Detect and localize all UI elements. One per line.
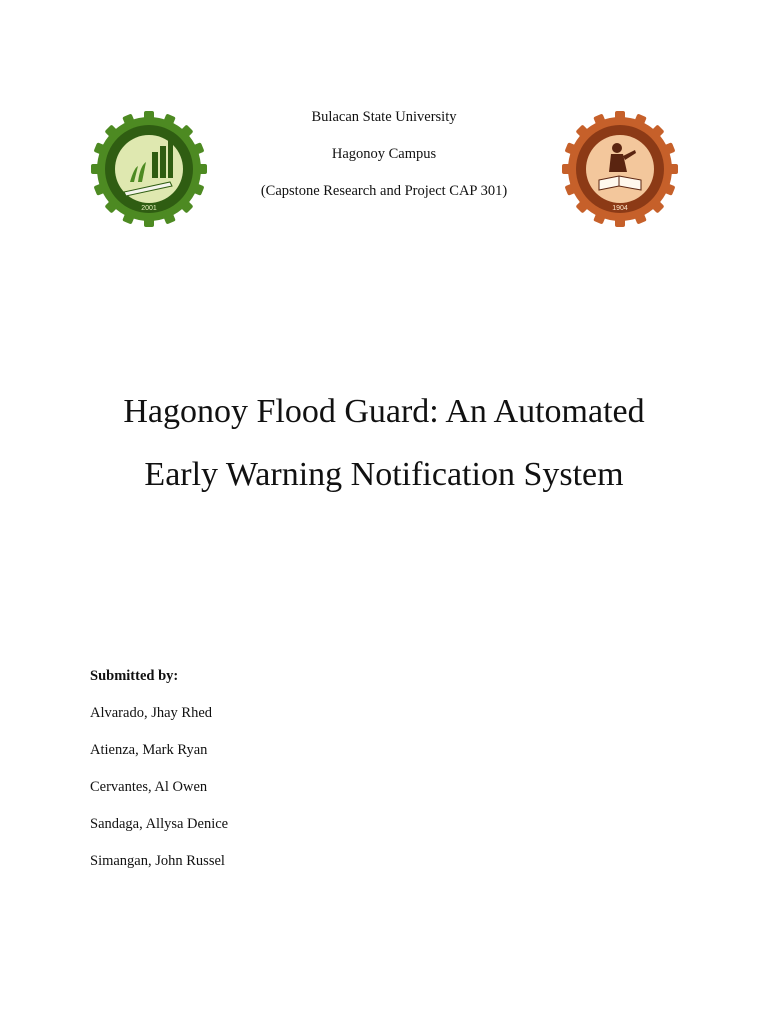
project-title bbox=[60, 380, 708, 506]
course-name: (Capstone Research and Project CAP 301) bbox=[260, 183, 508, 199]
title-line-2: Early Warning Notification System bbox=[144, 456, 624, 493]
submitted-by-label: Submitted by: bbox=[90, 668, 179, 684]
bulsu-seal-icon bbox=[561, 110, 679, 228]
member-name: Simangan, John Russel bbox=[90, 853, 225, 869]
document-header bbox=[220, 108, 548, 219]
hagonoy-campus-seal-icon bbox=[90, 110, 208, 228]
member-name: Sandaga, Allysa Denice bbox=[90, 816, 229, 832]
university-name: Bulacan State University bbox=[311, 109, 457, 125]
member-name: Alvarado, Jhay Rhed bbox=[90, 705, 213, 721]
campus-name: Hagonoy Campus bbox=[331, 146, 437, 162]
submitted-by-section bbox=[90, 667, 228, 889]
title-line-1: Hagonoy Flood Guard: An Automated bbox=[123, 393, 645, 430]
member-name: Cervantes, Al Owen bbox=[90, 779, 208, 795]
svg-text:2001: 2001 bbox=[141, 205, 157, 212]
member-name: Atienza, Mark Ryan bbox=[90, 742, 208, 758]
svg-text:1904: 1904 bbox=[612, 205, 628, 212]
